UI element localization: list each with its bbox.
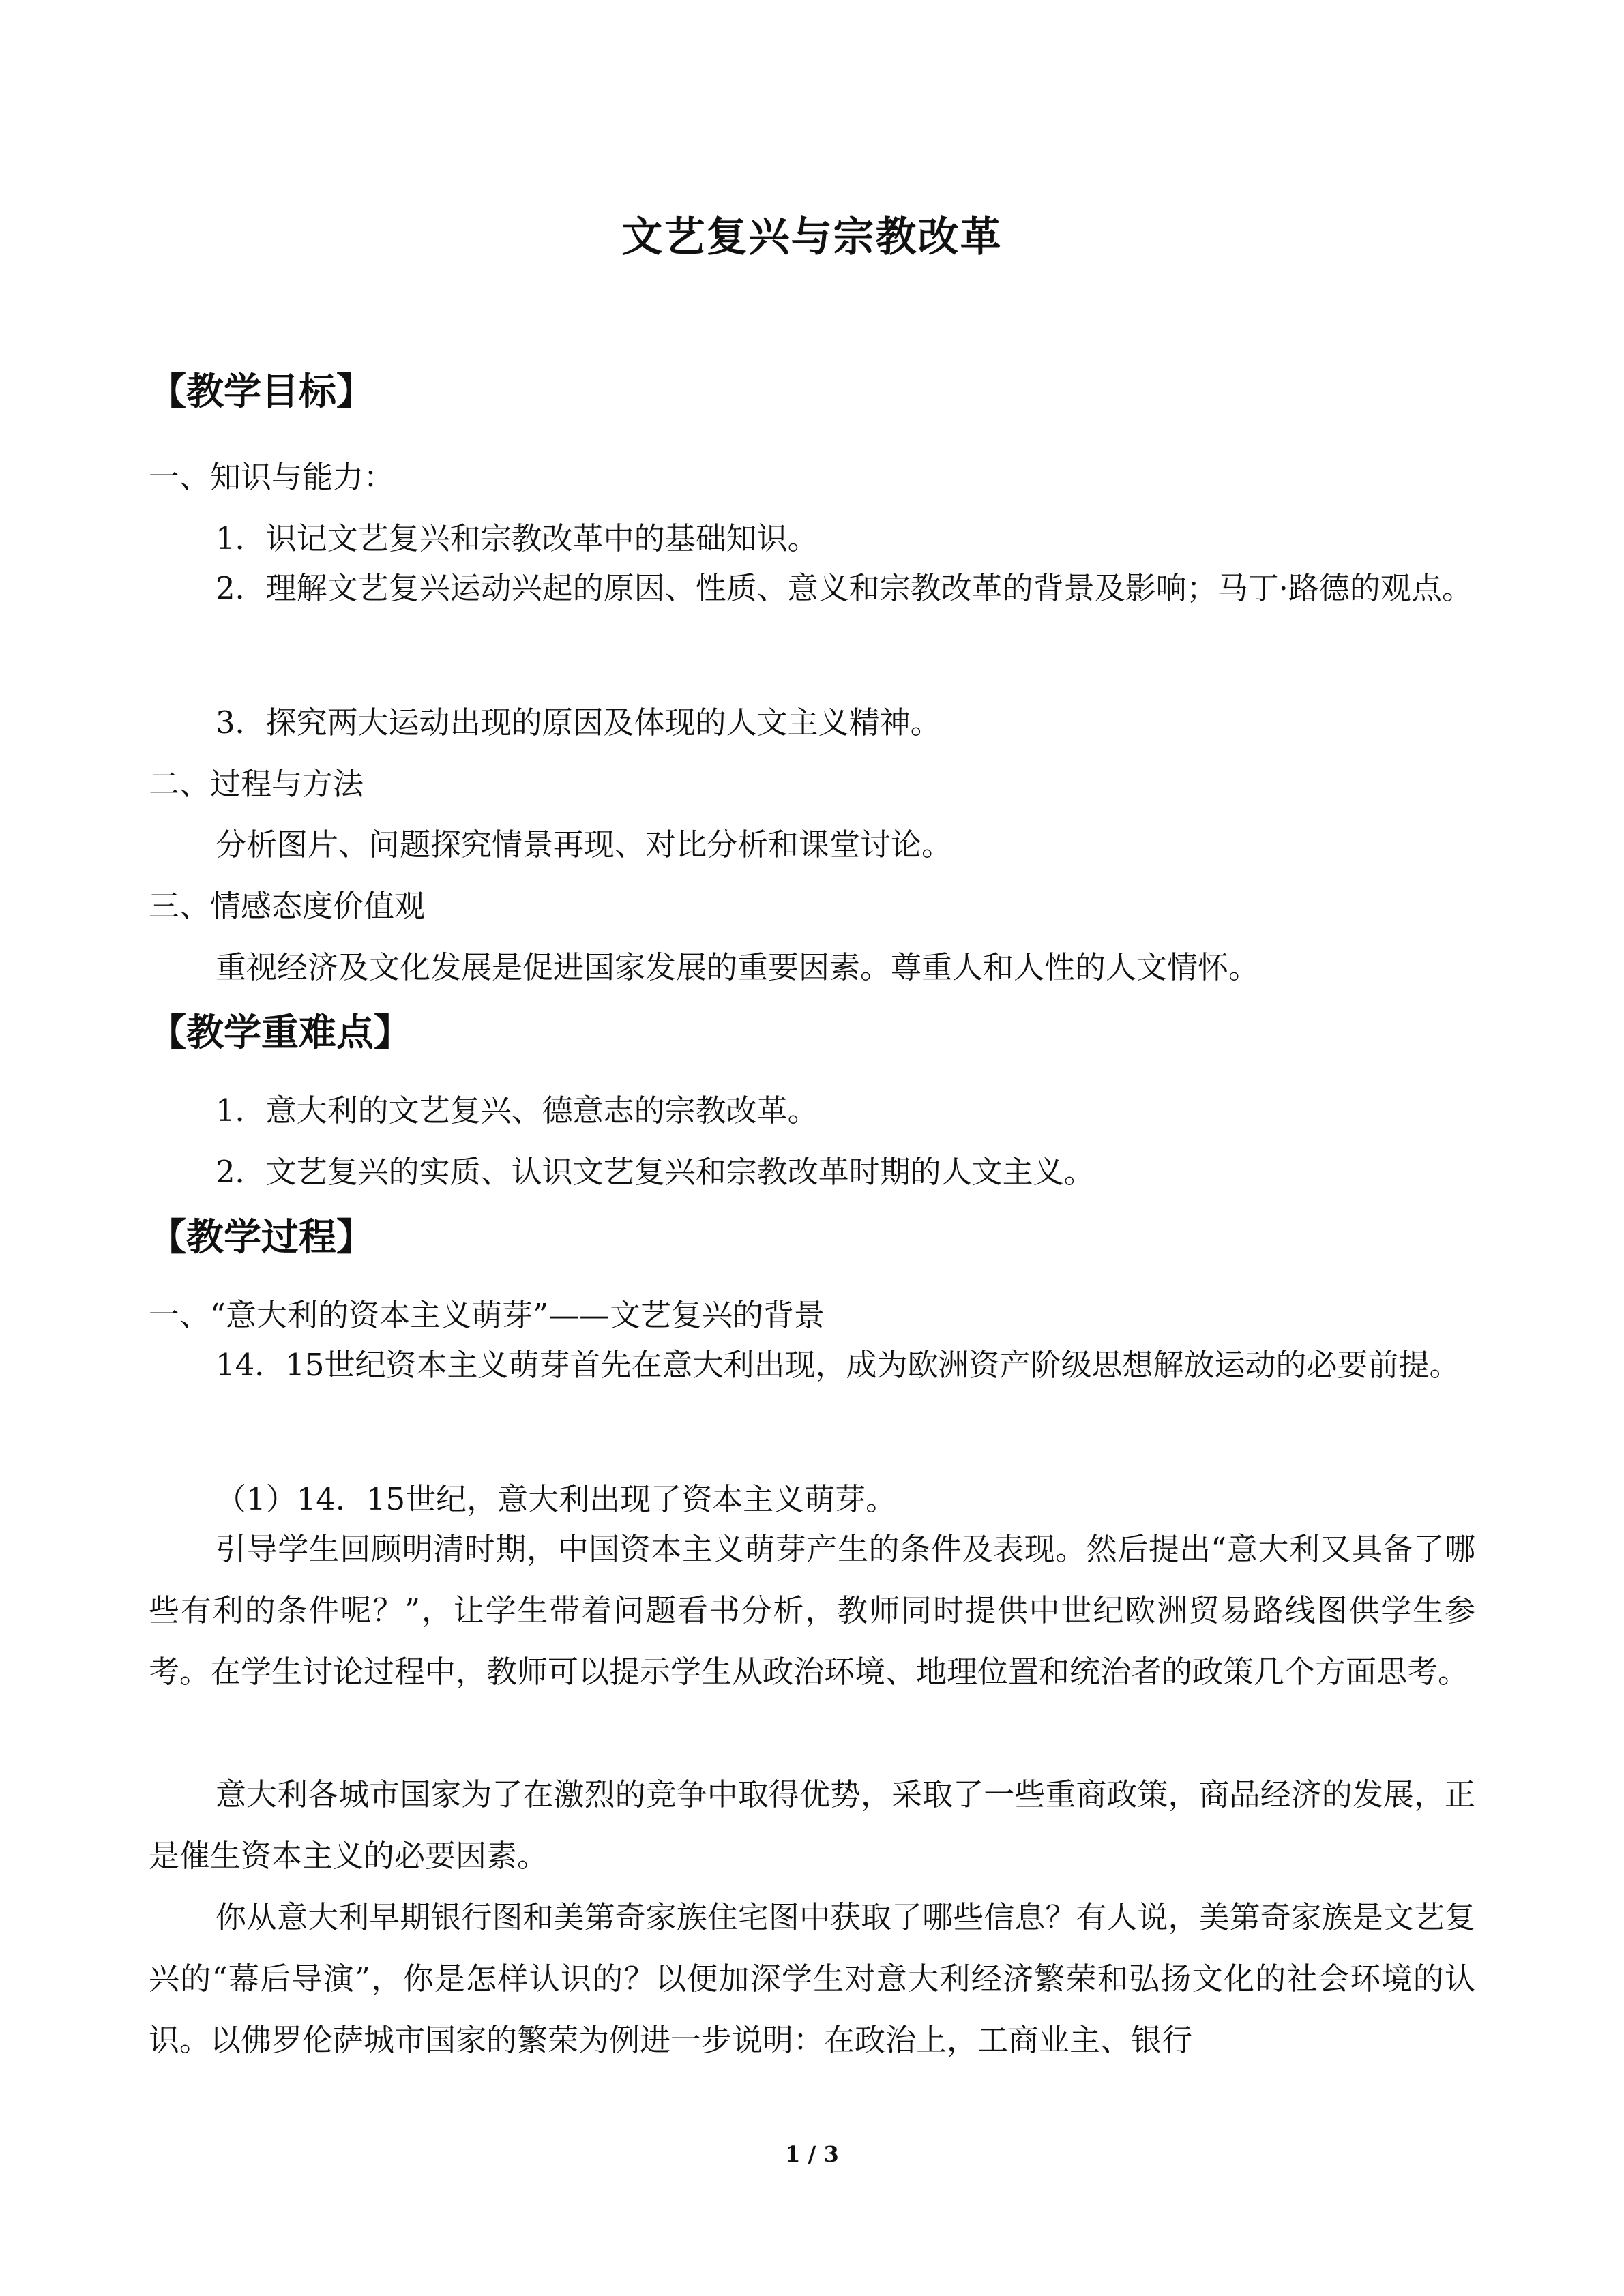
knowledge-heading: 一、知识与能力： (149, 459, 395, 495)
process-heading: 【教学过程】 (149, 1215, 374, 1259)
process-method-text: 分析图片、问题探究情景再现、对比分析和课堂讨论。 (216, 826, 953, 863)
values-heading: 三、情感态度价值观 (149, 888, 426, 924)
process-paragraph-5: 你从意大利早期银行图和美第奇家族住宅图中获取了哪些信息？有人说，美第奇家族是文艺复兴的“幕后导演”，你是怎样认识的？以便加深学生对意大利经济繁荣和弘扬文化的社会环境的认识。以佛罗伦萨城市国家的繁荣为例进一步说明：在政治上，工商业主、银行 (149, 1899, 1475, 2058)
key-point-item-2: 2．文艺复兴的实质、认识文艺复兴和宗教改革时期的人文主义。 (216, 1154, 1095, 1190)
section-1-heading: 一、“意大利的资本主义萌芽”——文艺复兴的背景 (149, 1297, 825, 1333)
process-paragraph-1: 14．15世纪资本主义萌芽首先在意大利出现，成为欧洲资产阶级思想解放运动的必要前提。 (216, 1347, 1460, 1383)
page-number: 1 / 3 (785, 2141, 839, 2167)
document-title: 文艺复兴与宗教改革 (621, 213, 1003, 261)
objective-item-2: 2．理解文艺复兴运动兴起的原因、性质、意义和宗教改革的背景及影响；马丁·路德的观点。 (216, 570, 1473, 606)
process-method-heading: 二、过程与方法 (149, 766, 364, 802)
process-paragraph-2: （1）14．15世纪，意大利出现了资本主义萌芽。 (216, 1481, 897, 1517)
objective-item-3: 3．探究两大运动出现的原因及体现的人文主义精神。 (216, 704, 941, 741)
objective-item-1: 1．识记文艺复兴和宗教改革中的基础知识。 (216, 520, 818, 556)
process-paragraph-4: 意大利各城市国家为了在激烈的竞争中取得优势，采取了一些重商政策，商品经济的发展，正是催生资本主义的必要因素。 (149, 1776, 1475, 1874)
values-text: 重视经济及文化发展是促进国家发展的重要因素。尊重人和人性的人文情怀。 (216, 949, 1260, 985)
key-points-heading: 【教学重难点】 (149, 1011, 412, 1054)
process-paragraph-3: 引导学生回顾明清时期，中国资本主义萌芽产生的条件及表现。然后提出“意大利又具备了哪些有利的条件呢？”，让学生带着问题看书分析，教师同时提供中世纪欧洲贸易路线图供学生参考。在学生讨论过程中，教师可以提示学生从政治环境、地理位置和统治者的政策几个方面思考。 (149, 1531, 1475, 1690)
key-point-item-1: 1．意大利的文艺复兴、德意志的宗教改革。 (216, 1092, 818, 1129)
objectives-heading: 【教学目标】 (149, 370, 374, 413)
